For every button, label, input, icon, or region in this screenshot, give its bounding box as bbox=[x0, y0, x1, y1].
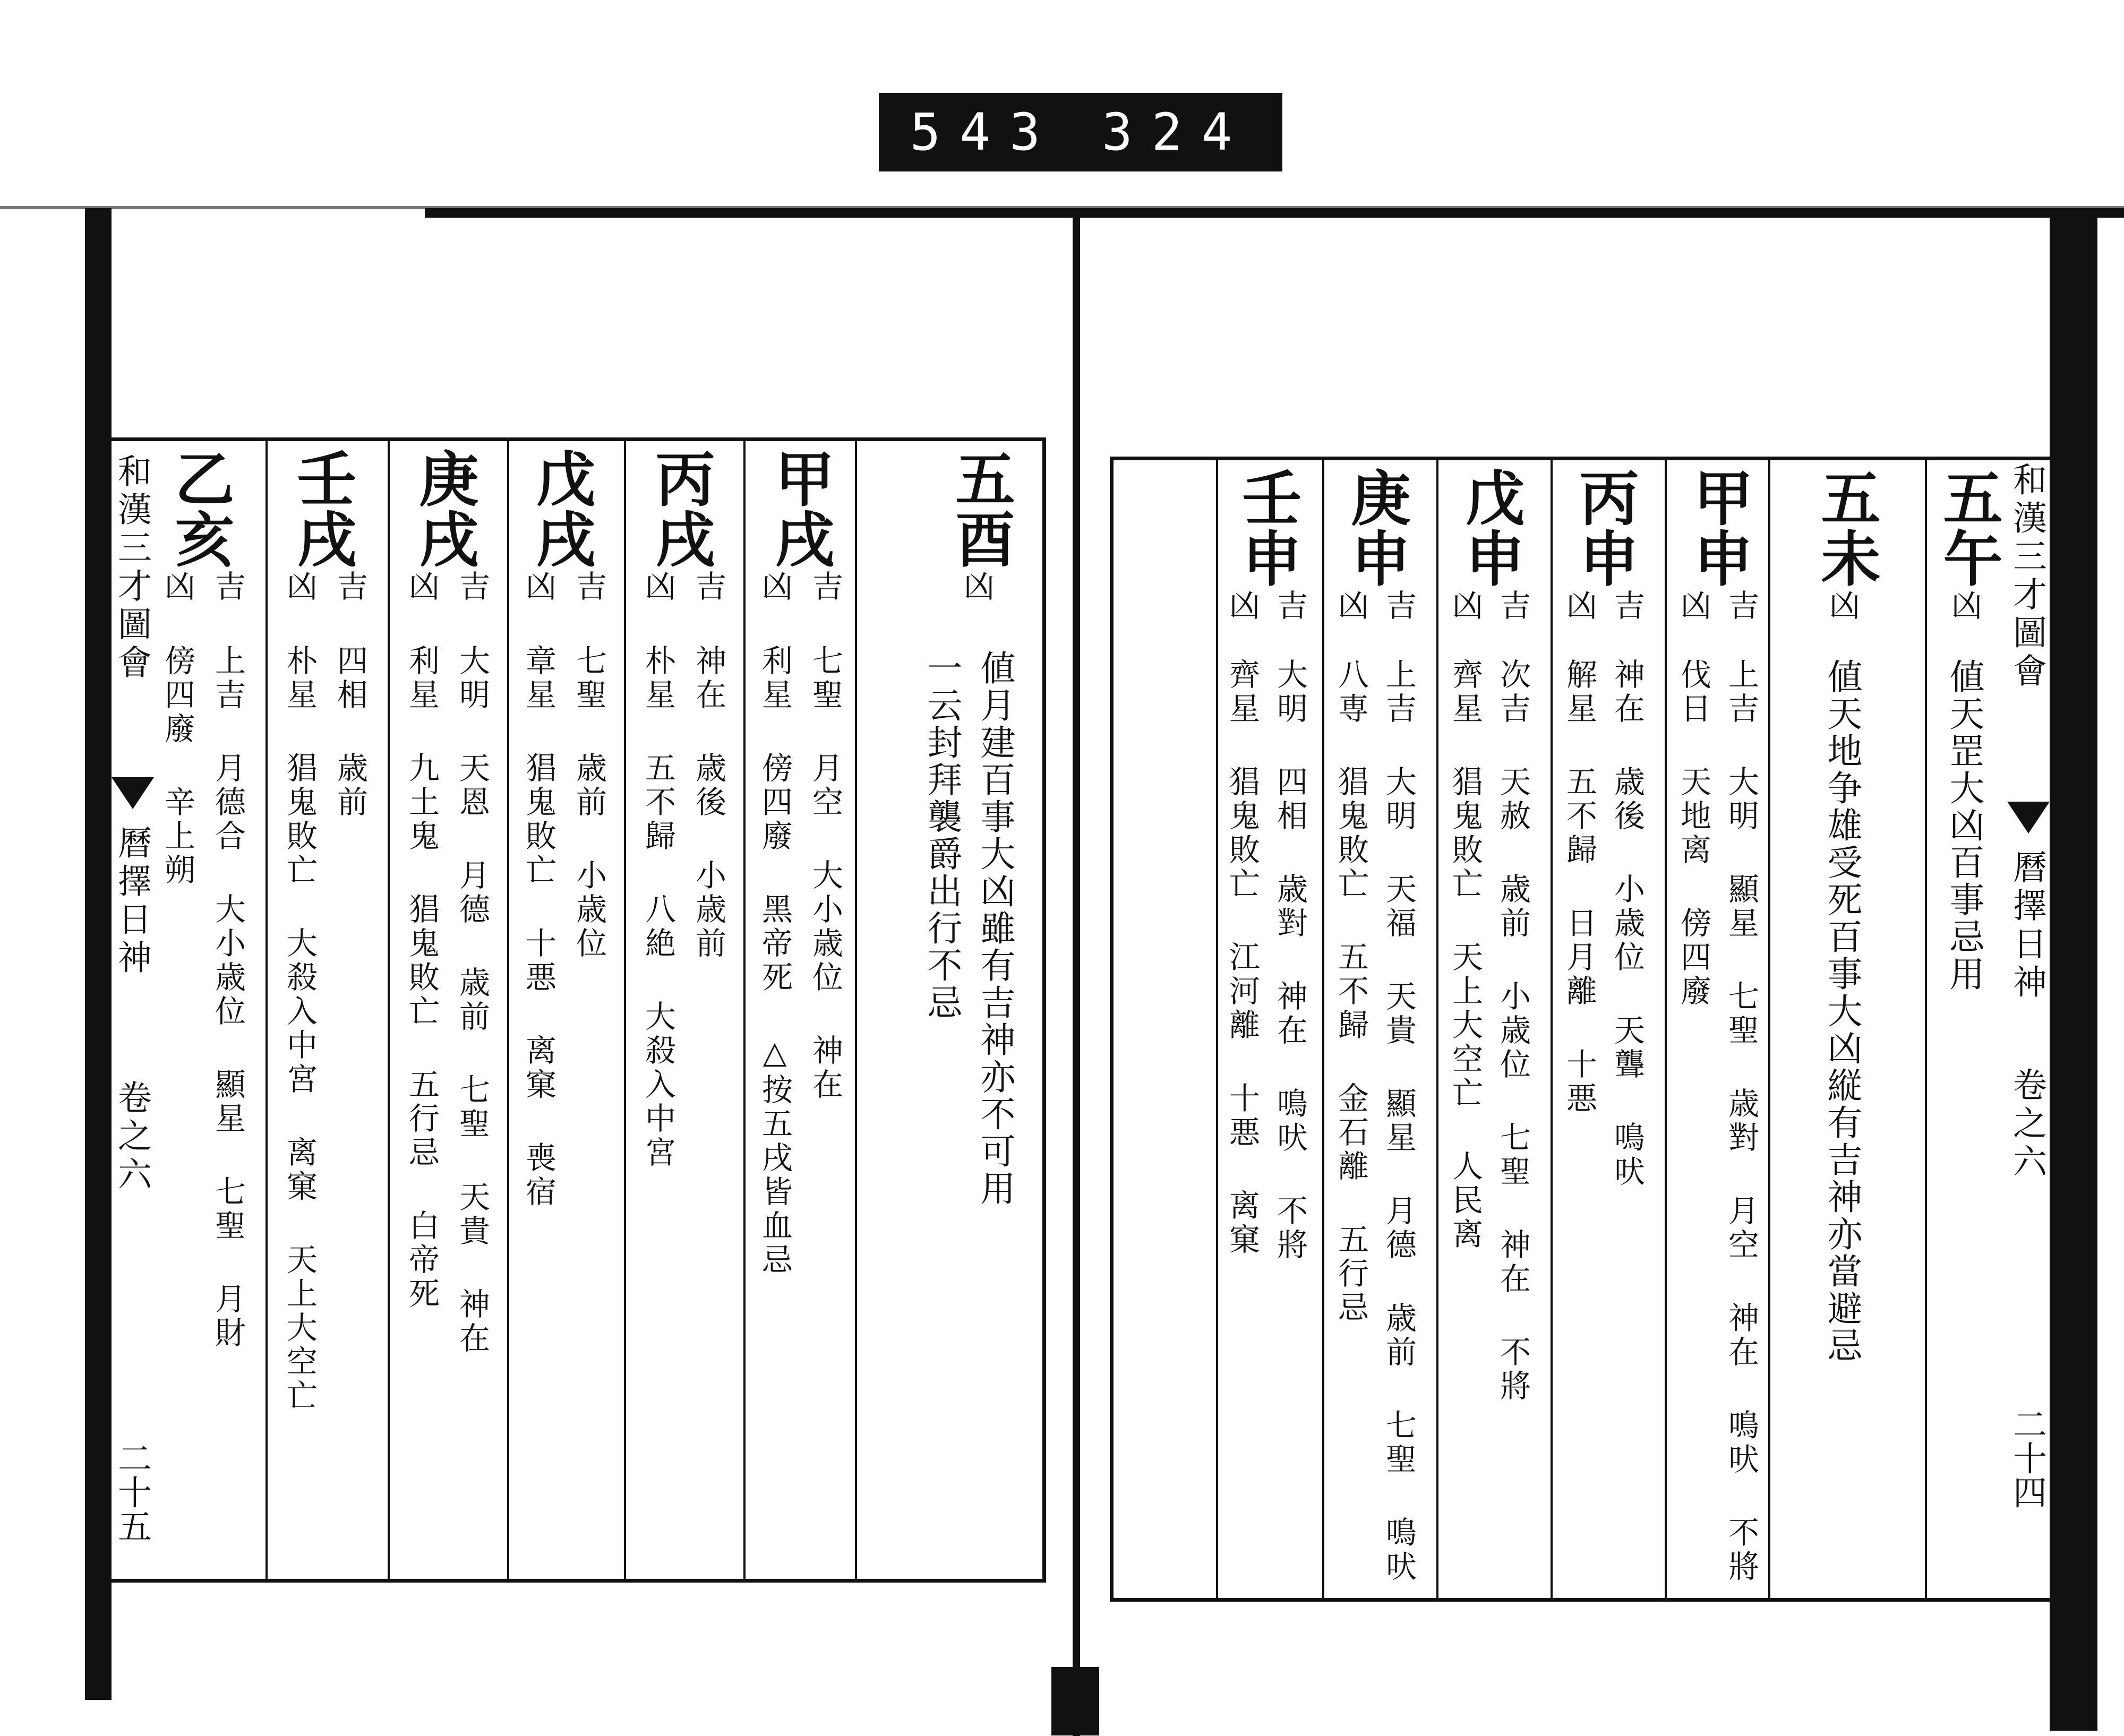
entry-bad-label: 凶 bbox=[159, 570, 195, 601]
left-divider bbox=[743, 441, 746, 1579]
section-fortune: 凶 bbox=[958, 570, 995, 601]
entry-bad-label: 凶 bbox=[1561, 589, 1597, 620]
book-spine bbox=[1073, 218, 1080, 1736]
right-divider bbox=[1768, 460, 1770, 1598]
section-heading: 五午 bbox=[1933, 467, 2003, 588]
entry-good-line: 上吉 月德合 大小歳位 顯星 七聖 月財 bbox=[210, 644, 246, 1351]
entry-good-line: 次吉 天赦 歳前 小歳位 七聖 神在 不將 bbox=[1495, 658, 1531, 1404]
entry-bad-line: 齊星 猖鬼敗亡 天上大空亡 人民离 bbox=[1447, 658, 1483, 1252]
entry-stem: 甲申 bbox=[1684, 467, 1753, 588]
entry-good-line: 上吉 大明 顯星 七聖 歳對 月空 神在 鳴吠 不將 bbox=[1723, 658, 1759, 1584]
archive-label-left: 543 bbox=[910, 102, 1059, 162]
entry-bad-label: 凶 bbox=[1675, 589, 1711, 620]
left-frame-right bbox=[1042, 437, 1046, 1583]
entry-bad-label: 凶 bbox=[1447, 589, 1483, 620]
entry-bad-label: 凶 bbox=[520, 570, 556, 601]
entry-good-line: 七聖 歳前 小歳位 bbox=[571, 644, 607, 961]
left-page-edge bbox=[85, 208, 112, 1700]
entry-stem: 壬申 bbox=[1232, 467, 1302, 588]
entry-bad-line: 利星 傍四廢 黑帝死 △按五戌皆血忌 bbox=[757, 644, 793, 1277]
heading-note: 値天罡大凶百事忌用 bbox=[1943, 658, 1984, 993]
right-divider bbox=[1551, 460, 1553, 1598]
right-divider bbox=[1665, 460, 1667, 1598]
margin-title: 和漢三才圖會 bbox=[112, 453, 151, 683]
entry-good-label: 吉 bbox=[1495, 589, 1531, 620]
margin-title: 和漢三才圖會 bbox=[2007, 462, 2046, 691]
margin-volume: 卷之六 bbox=[112, 1080, 151, 1194]
entry-stem: 庚戌 bbox=[409, 448, 479, 569]
entry-bad-line: 朴星 猖鬼敗亡 大殺入中宮 离窠 天上大空亡 bbox=[281, 644, 318, 1413]
entry-stem: 戊申 bbox=[1455, 467, 1525, 588]
entry-bad-label: 凶 bbox=[757, 570, 793, 601]
right-page-edge bbox=[2050, 218, 2097, 1731]
margin-page-number: 二十五 bbox=[112, 1441, 151, 1543]
entry-good-label: 吉 bbox=[454, 570, 490, 601]
entry-good-label: 吉 bbox=[807, 570, 843, 601]
section-heading: 五酉 bbox=[946, 448, 1015, 569]
entry-good-line: 七聖 月空 大小歳位 神在 bbox=[807, 644, 843, 1102]
entry-good-line: 神在 歳後 小歳位 天聾 鳴吠 bbox=[1609, 658, 1645, 1189]
entry-stem: 庚申 bbox=[1341, 467, 1411, 588]
entry-bad-label: 凶 bbox=[1224, 589, 1260, 620]
left-divider bbox=[266, 441, 268, 1579]
section-fortune: 凶 bbox=[1824, 589, 1860, 620]
right-frame-bottom bbox=[1110, 1598, 2050, 1602]
margin-page-number: 二十四 bbox=[2007, 1407, 2046, 1509]
left-divider bbox=[624, 441, 626, 1579]
archive-label bbox=[879, 93, 1282, 171]
archive-label-right: 324 bbox=[1102, 102, 1252, 162]
fish-tail-mark bbox=[112, 777, 154, 809]
left-divider bbox=[388, 441, 390, 1579]
right-divider bbox=[1216, 460, 1218, 1598]
entry-bad-label: 凶 bbox=[640, 570, 676, 601]
entry-bad-line: 解星 五不歸 日月離 十悪 bbox=[1561, 658, 1597, 1116]
heading-note: 値月建百事大凶雖有吉神亦不可用 bbox=[974, 650, 1015, 1207]
right-divider bbox=[1925, 460, 1927, 1598]
entry-bad-label: 凶 bbox=[281, 570, 318, 601]
right-frame-top bbox=[1110, 457, 2050, 460]
fish-tail-mark bbox=[2007, 802, 2050, 833]
entry-bad-label: 凶 bbox=[1333, 589, 1369, 620]
entry-stem: 壬戌 bbox=[287, 448, 357, 569]
entry-bad-line: 八専 猖鬼敗亡 五不歸 金石離 五行忌 bbox=[1333, 658, 1369, 1325]
entry-good-line: 大明 四相 歳對 神在 鳴吠 不將 bbox=[1272, 658, 1308, 1262]
entry-bad-label: 凶 bbox=[404, 570, 440, 601]
entry-good-label: 吉 bbox=[1272, 589, 1308, 620]
left-frame-top bbox=[112, 437, 1046, 441]
heading-note: 一云封拜襲爵出行不忌 bbox=[921, 650, 962, 1021]
entry-good-label: 吉 bbox=[690, 570, 726, 601]
entry-good-label: 吉 bbox=[1609, 589, 1645, 620]
heading-note: 値天地争雄受死百事大凶縦有吉神亦當避忌 bbox=[1821, 658, 1862, 1364]
left-frame-bottom bbox=[112, 1579, 1046, 1583]
left-page bbox=[112, 209, 1073, 1696]
entry-good-line: 神在 歳後 小歳前 bbox=[690, 644, 726, 961]
entry-bad-line: 傍四廢 辛上朔 bbox=[159, 644, 195, 888]
left-divider bbox=[507, 441, 509, 1579]
entry-bad-line: 章星 猖鬼敗亡 十悪 离窠 喪宿 bbox=[520, 644, 556, 1209]
section-fortune: 凶 bbox=[1946, 589, 1982, 620]
left-divider bbox=[855, 441, 857, 1579]
entry-good-label: 吉 bbox=[571, 570, 607, 601]
right-divider bbox=[1322, 460, 1324, 1598]
entry-good-label: 吉 bbox=[332, 570, 368, 601]
entry-stem: 乙亥 bbox=[165, 448, 235, 569]
entry-good-line: 四相 歳前 bbox=[332, 644, 368, 820]
entry-bad-line: 齊星 猖鬼敗亡 江河離 十悪 离窠 bbox=[1224, 658, 1260, 1257]
entry-good-label: 吉 bbox=[1723, 589, 1759, 620]
entry-bad-line: 伐日 天地离 傍四廢 bbox=[1675, 658, 1711, 1009]
right-divider bbox=[1436, 460, 1438, 1598]
margin-chapter: 曆擇日神 bbox=[112, 825, 151, 978]
entry-good-label: 吉 bbox=[1381, 589, 1417, 620]
entry-good-label: 吉 bbox=[210, 570, 246, 601]
entry-good-line: 大明 天恩 月德 歳前 七聖 天貴 神在 bbox=[454, 644, 490, 1356]
margin-volume: 卷之六 bbox=[2007, 1067, 2046, 1182]
right-page bbox=[1083, 218, 2050, 1704]
entry-stem: 丙戌 bbox=[646, 448, 715, 569]
section-heading: 五未 bbox=[1811, 467, 1881, 588]
margin-chapter: 曆擇日神 bbox=[2007, 849, 2046, 1002]
entry-stem: 丙申 bbox=[1570, 467, 1639, 588]
entry-stem: 甲戌 bbox=[765, 448, 835, 569]
entry-stem: 戊戌 bbox=[526, 448, 596, 569]
entry-bad-line: 朴星 五不歸 八絶 大殺入中宮 bbox=[640, 644, 676, 1170]
entry-bad-line: 利星 九土鬼 猖鬼敗亡 五行忌 白帝死 bbox=[404, 644, 440, 1311]
right-frame-left bbox=[1110, 457, 1114, 1602]
entry-good-line: 上吉 大明 天福 天貴 顯星 月德 歳前 七聖 鳴吠 bbox=[1381, 658, 1417, 1584]
